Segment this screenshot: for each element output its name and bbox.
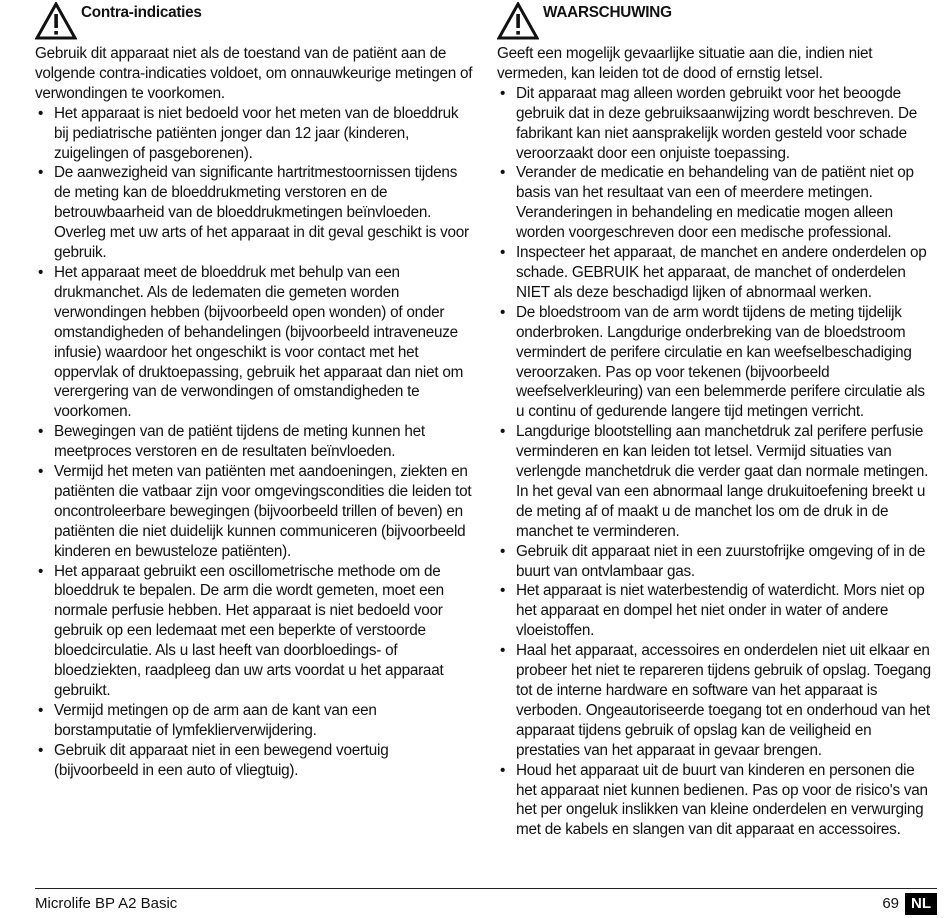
warning-list xyxy=(497,84,937,840)
list-item: • Vermijd metingen op de arm aan de kant van een borstamputatie of lymfeklierverwijdering. xyxy=(35,701,473,741)
list-item: • De aanwezigheid van significante hartritmestoornissen tijdens de meting kan de bloeddrukmeting verstoren en de betrouwbaarheid van de bloeddrukmetingen beïnvloeden. Overleg met uw arts of het apparaat in dit geval geschikt is voor gebruik. xyxy=(35,163,473,263)
section-heading: WAARSCHUWING xyxy=(543,4,672,21)
list-item: • Inspecteer het apparaat, de manchet en andere onderdelen op schade. GEBRUIK het apparaat, de manchet of onderdelen NIET als deze beschadigd lijken of abnormaal werken. xyxy=(497,243,937,303)
contraindications-list xyxy=(35,104,473,781)
list-item: • Dit apparaat mag alleen worden gebruikt voor het beoogde gebruik dat in deze gebruiksaanwijzing wordt beschreven. De fabrikant kan niet aansprakelijk worden gesteld voor schade veroorzaakt door een onjuiste toepassing. xyxy=(497,84,937,164)
list-item: • Gebruik dit apparaat niet in een bewegend voertuig (bijvoorbeeld in een auto of vliegtuig). xyxy=(35,741,473,781)
product-name: Microlife BP A2 Basic xyxy=(35,895,178,912)
list-item: • Gebruik dit apparaat niet in een zuurstofrijke omgeving of in de buurt van ontvlambaar gas. xyxy=(497,542,937,582)
list-item: • Het apparaat is niet bedoeld voor het meten van de bloeddruk bij pediatrische patiënten jonger dan 12 jaar (kinderen, zuigelingen of pasgeborenen). xyxy=(35,104,473,164)
warning-triangle-icon xyxy=(497,2,539,40)
list-item: • Bewegingen van de patiënt tijdens de meting kunnen het meetproces verstoren en de resultaten beïnvloeden. xyxy=(35,422,473,462)
section-intro: Geeft een mogelijk gevaarlijke situatie aan die, indien niet vermeden, kan leiden tot de dood of ernstig letsel. xyxy=(497,45,873,82)
contraindications-header xyxy=(35,4,473,44)
list-item: • De bloedstroom van de arm wordt tijdens de meting tijdelijk onderbroken. Langdurige onderbreking van de bloedstroom vermindert de perifere circulatie en kan weefselbeschadiging veroorzaken. Pas op voor tekenen (bijvoorbeeld weefselverkleuring) van een belemmerde perifere circulatie als u continu of gedurende langere tijd metingen verricht. xyxy=(497,303,937,422)
list-item: • Het apparaat gebruikt een oscillometrische methode om de bloeddruk te bepalen. De arm die wordt gemeten, moet een normale perfusie hebben. Het apparaat is niet bedoeld voor gebruik op een ledemaat met een beperkte of verstoorde bloedcirculatie. Als u last heeft van doorbloedings- of bloedziekten, raadpleeg dan uw arts voordat u het apparaat gebruikt. xyxy=(35,562,473,701)
list-item: • Het apparaat is niet waterbestendig of waterdicht. Mors niet op het apparaat en dompel het niet onder in water of andere vloeistoffen. xyxy=(497,581,937,641)
list-item: • Langdurige blootstelling aan manchetdruk zal perifere perfusie verminderen en kan leiden tot letsel. Vermijd situaties van verlengde manchetdruk die verder gaat dan normale metingen. In het geval van een abnormaal lange drukuitoefening breekt u de meting af of maakt u de manchet los om de druk in de manchet te verminderen. xyxy=(497,422,937,541)
list-item: • Vermijd het meten van patiënten met aandoeningen, ziekten en patiënten die vatbaar zijn voor omgevingscondities die leiden tot oncontroleerbare bewegingen (bijvoorbeeld trillen of beven) en patiënten die niet duidelijk kunnen communiceren (bijvoorbeeld kinderen en bewusteloze patiënten). xyxy=(35,462,473,562)
section-heading: Contra-indicaties xyxy=(81,4,202,21)
language-badge: NL xyxy=(905,893,937,915)
page-number: 69 xyxy=(882,895,899,912)
list-item: • Verander de medicatie en behandeling van de patiënt niet op basis van het resultaat van een of meerdere metingen. Veranderingen in behandeling en medicatie mogen alleen worden voorgeschreven door een medische professional. xyxy=(497,163,937,243)
warning-triangle-icon xyxy=(35,2,77,40)
list-item: • Haal het apparaat, accessoires en onderdelen niet uit elkaar en probeer het niet te repareren tijdens gebruik of opslag. Toegang tot de interne hardware en software van het apparaat is verboden. Ongeautoriseerde toegang tot en onderhoud van het apparaat tijdens gebruik of opslag kan de veiligheid en prestaties van het apparaat in gevaar brengen. xyxy=(497,641,937,760)
contraindications-section xyxy=(35,4,473,781)
warning-header xyxy=(497,4,937,44)
list-item: • Houd het apparaat uit de buurt van kinderen en personen die het apparaat niet kunnen bedienen. Pas op voor de risico's van het per ongeluk inslikken van kleine onderdelen en verwurging met de kabels en slangen van dit apparaat en accessoires. xyxy=(497,761,937,841)
list-item: • Het apparaat meet de bloeddruk met behulp van een drukmanchet. Als de ledematen die gemeten worden verwondingen hebben (bijvoorbeeld open wonden) of onder omstandigheden of behandelingen (bijvoorbeeld intraveneuze infusie) waardoor het ongeschikt is voor contact met het oppervlak of druktoepassing, gebruik het apparaat dan niet om verergering van de verwondingen of omstandigheden te voorkomen. xyxy=(35,263,473,422)
warning-section xyxy=(497,4,937,840)
page-footer xyxy=(35,888,937,913)
section-intro: Gebruik dit apparaat niet als de toestand van de patiënt aan de volgende contra-indicaties voldoet, om onnauwkeurige metingen of verwondingen te voorkomen. xyxy=(35,45,473,102)
